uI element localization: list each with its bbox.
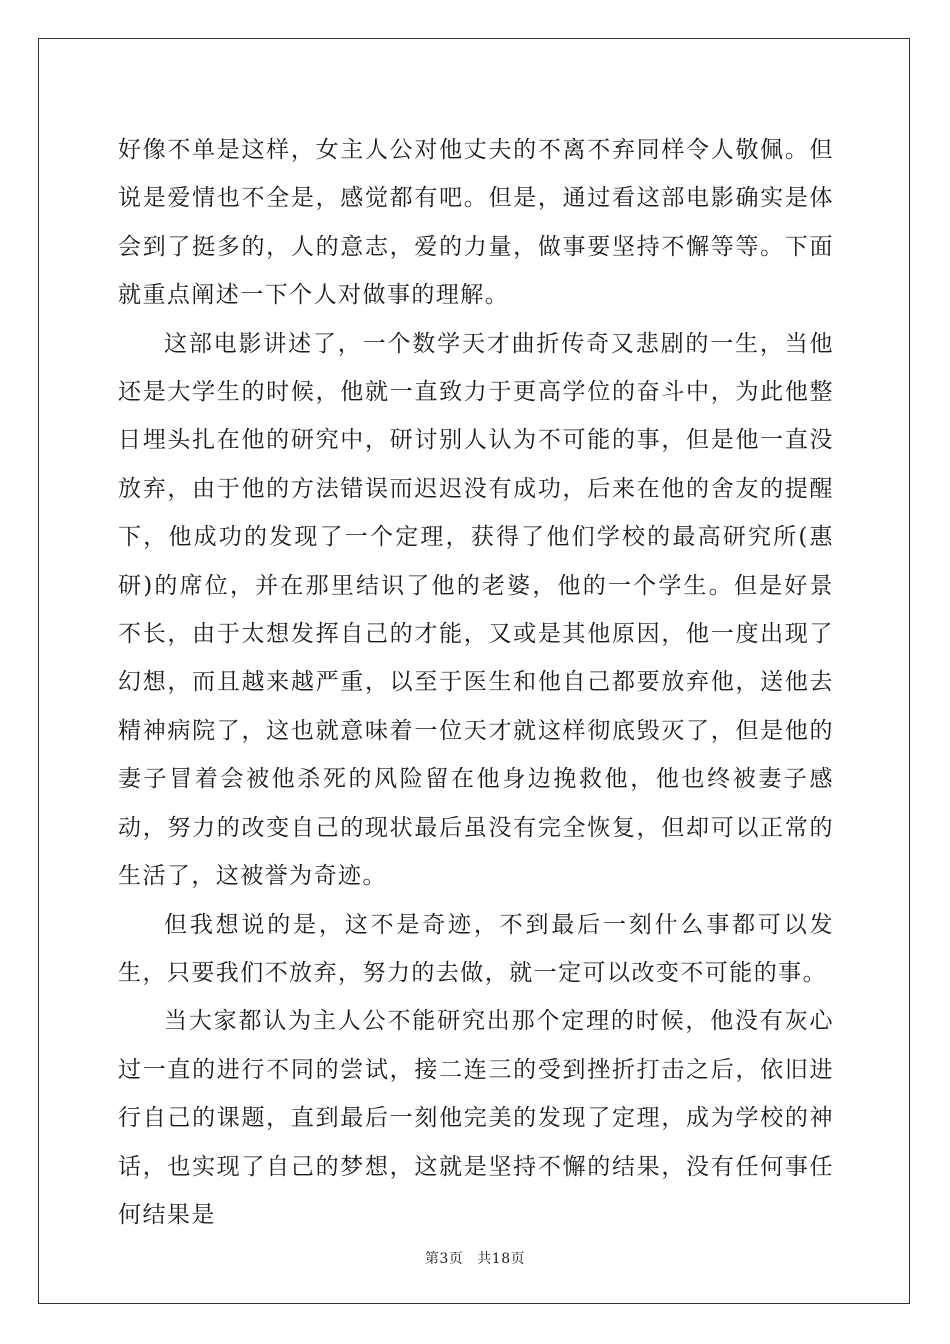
paragraph-2: 这部电影讲述了，一个数学天才曲折传奇又悲剧的一生，当他还是大学生的时候，他就一直致力于更高学位的奋斗中，为此他整日埋头扎在他的研究中，研讨别人认为不可能的事，但是他一直没放弃，由于他的方法错误而迟迟没有成功，后来在他的舍友的提醒下，他成功的发现了一个定理，获得了他们学校的最高研究所(惠研)的席位，并在那里结识了他的老婆，他的一个学生。但是好景不长，由于太想发挥自己的才能，又或是其他原因，他一度出现了幻想，而且越来越严重，以至于医生和他自己都要放弃他，送他去精神病院了，这也就意味着一位天才就这样彻底毁灭了，但是他的妻子冒着会被他杀死的风险留在他身边挽救他，他也终被妻子感动，努力的改变自己的现状最后虽没有完全恢复，但却可以正常的生活了，这被誉为奇迹。 (118, 330, 834, 890)
paragraph-4: 当大家都认为主人公不能研究出那个定理的时候，他没有灰心过一直的进行不同的尝试，接二连三的受到挫折打击之后，依旧进行自己的课题，直到最后一刻他完美的发现了定理，成为学校的神话，也实现了自己的梦想，这就是坚持不懈的结果，没有任何事任何结果是 (118, 1008, 834, 1228)
paragraph-3: 但我想说的是，这不是奇迹，不到最后一刻什么事都可以发生，只要我们不放弃，努力的去做，就一定可以改变不可能的事。 (118, 911, 834, 986)
page-number: 第3页 (424, 1251, 464, 1267)
paragraph-1: 好像不单是这样，女主人公对他丈夫的不离不弃同样令人敬佩。但说是爱情也不全是，感觉都有吧。但是，通过看这部电影确实是体会到了挺多的，人的意志，爱的力量，做事要坚持不懈等等。下面就重点阐述一下个人对做事的理解。 (118, 137, 834, 309)
document-body (118, 126, 834, 1239)
page-total: 共18页 (477, 1251, 526, 1267)
page-footer (0, 1248, 950, 1268)
